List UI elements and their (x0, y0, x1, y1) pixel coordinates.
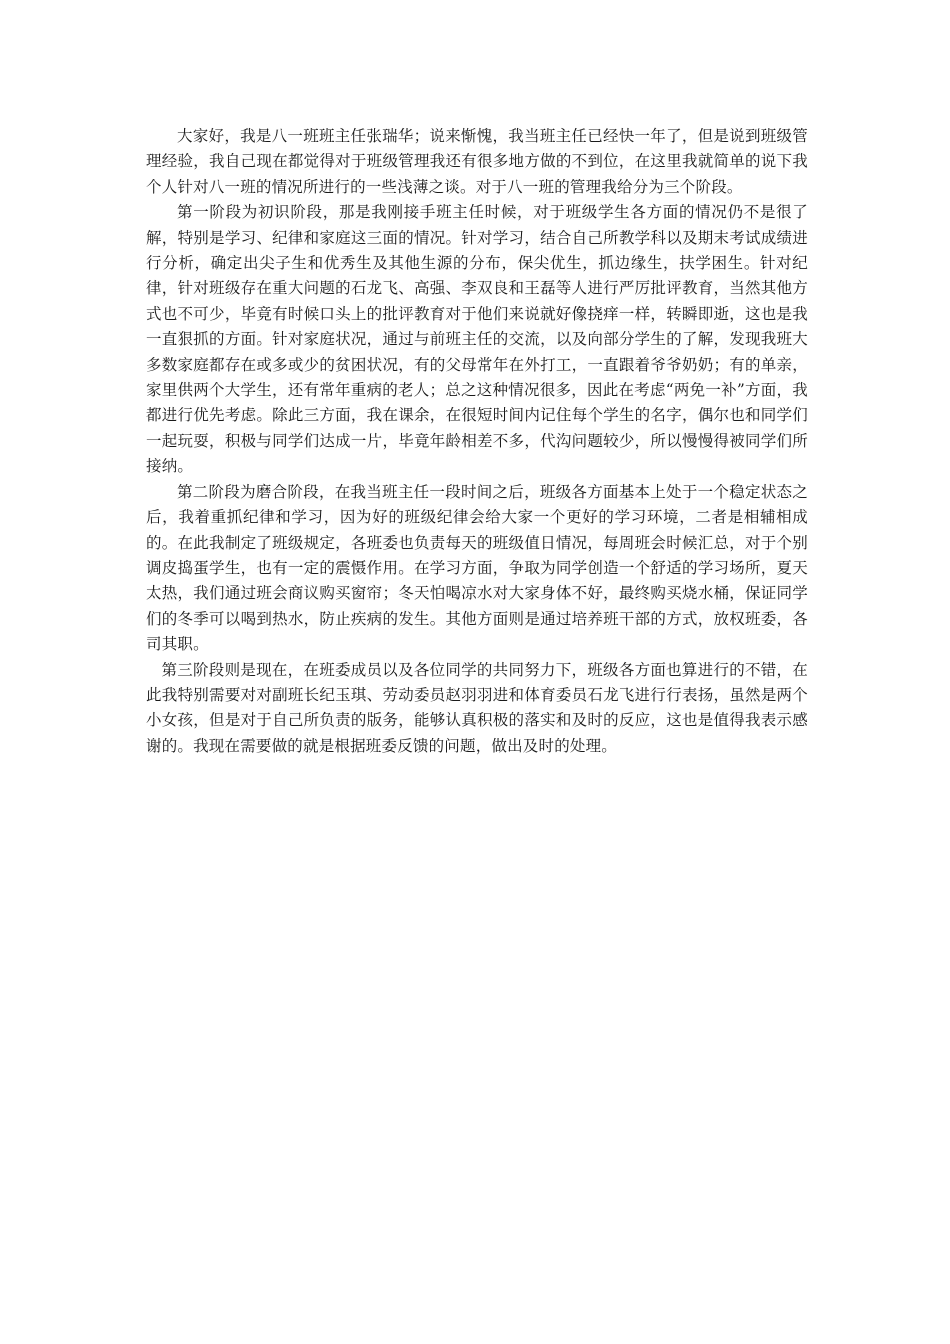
paragraph-stage-one: 第一阶段为初识阶段，那是我刚接手班主任时候，对于班级学生各方面的情况仍不是很了解，特别是学习、纪律和家庭这三面的情况。针对学习，结合自己所教学科以及期末考试成绩进行分析，确定出尖子生和优秀生及其他生源的分布，保尖优生，抓边缘生，扶学困生。针对纪律，针对班级存在重大问题的石龙飞、高强、李双良和王磊等人进行严厉批评教育，当然其他方式也不可少，毕竟有时候口头上的批评教育对于他们来说就好像挠痒一样，转瞬即逝，这也是我一直狠抓的方面。针对家庭状况，通过与前班主任的交流，以及向部分学生的了解，发现我班大多数家庭都存在或多或少的贫困状况，有的父母常年在外打工，一直跟着爷爷奶奶；有的单亲，家里供两个大学生，还有常年重病的老人；总之这种情况很多，因此在考虑“两免一补”方面，我都进行优先考虑。除此三方面，我在课余，在很短时间内记住每个学生的名字，偶尔也和同学们一起玩耍，积极与同学们达成一片，毕竟年龄相差不多，代沟问题较少，所以慢慢得被同学们所接纳。 (146, 203, 808, 476)
paragraph-stage-three: 第三阶段则是现在，在班委成员以及各位同学的共同努力下，班级各方面也算进行的不错，在此我特别需要对对副班长纪玉琪、劳动委员赵羽羽进和体育委员石龙飞进行行表扬，虽然是两个小女孩，但是对于自己所负责的版务，能够认真积极的落实和及时的反应，这也是值得我表示感谢的。我现在需要做的就是根据班委反馈的问题，做出及时的处理。 (146, 660, 808, 755)
paragraph-introduction: 大家好，我是八一班班主任张瑞华；说来惭愧，我当班主任已经快一年了，但是说到班级管理经验，我自己现在都觉得对于班级管理我还有很多地方做的不到位，在这里我就简单的说下我个人针对八一班的情况所进行的一些浅薄之谈。对于八一班的管理我给分为三个阶段。 (146, 127, 808, 196)
paragraph-stage-two: 第二阶段为磨合阶段，在我当班主任一段时间之后，班级各方面基本上处于一个稳定状态之后，我着重抓纪律和学习，因为好的班级纪律会给大家一个更好的学习环境，二者是相辅相成的。在此我制定了班级规定，各班委也负责每天的班级值日情况，每周班会时候汇总，对于个别调皮捣蛋学生，也有一定的震慑作用。在学习方面，争取为同学创造一个舒适的学习场所，夏天太热，我们通过班会商议购买窗帘；冬天怕喝凉水对大家身体不好，最终购买烧水桶，保证同学们的冬季可以喝到热水，防止疾病的发生。其他方面则是通过培养班干部的方式，放权班委，各司其职。 (146, 482, 808, 654)
document-body (146, 124, 808, 759)
